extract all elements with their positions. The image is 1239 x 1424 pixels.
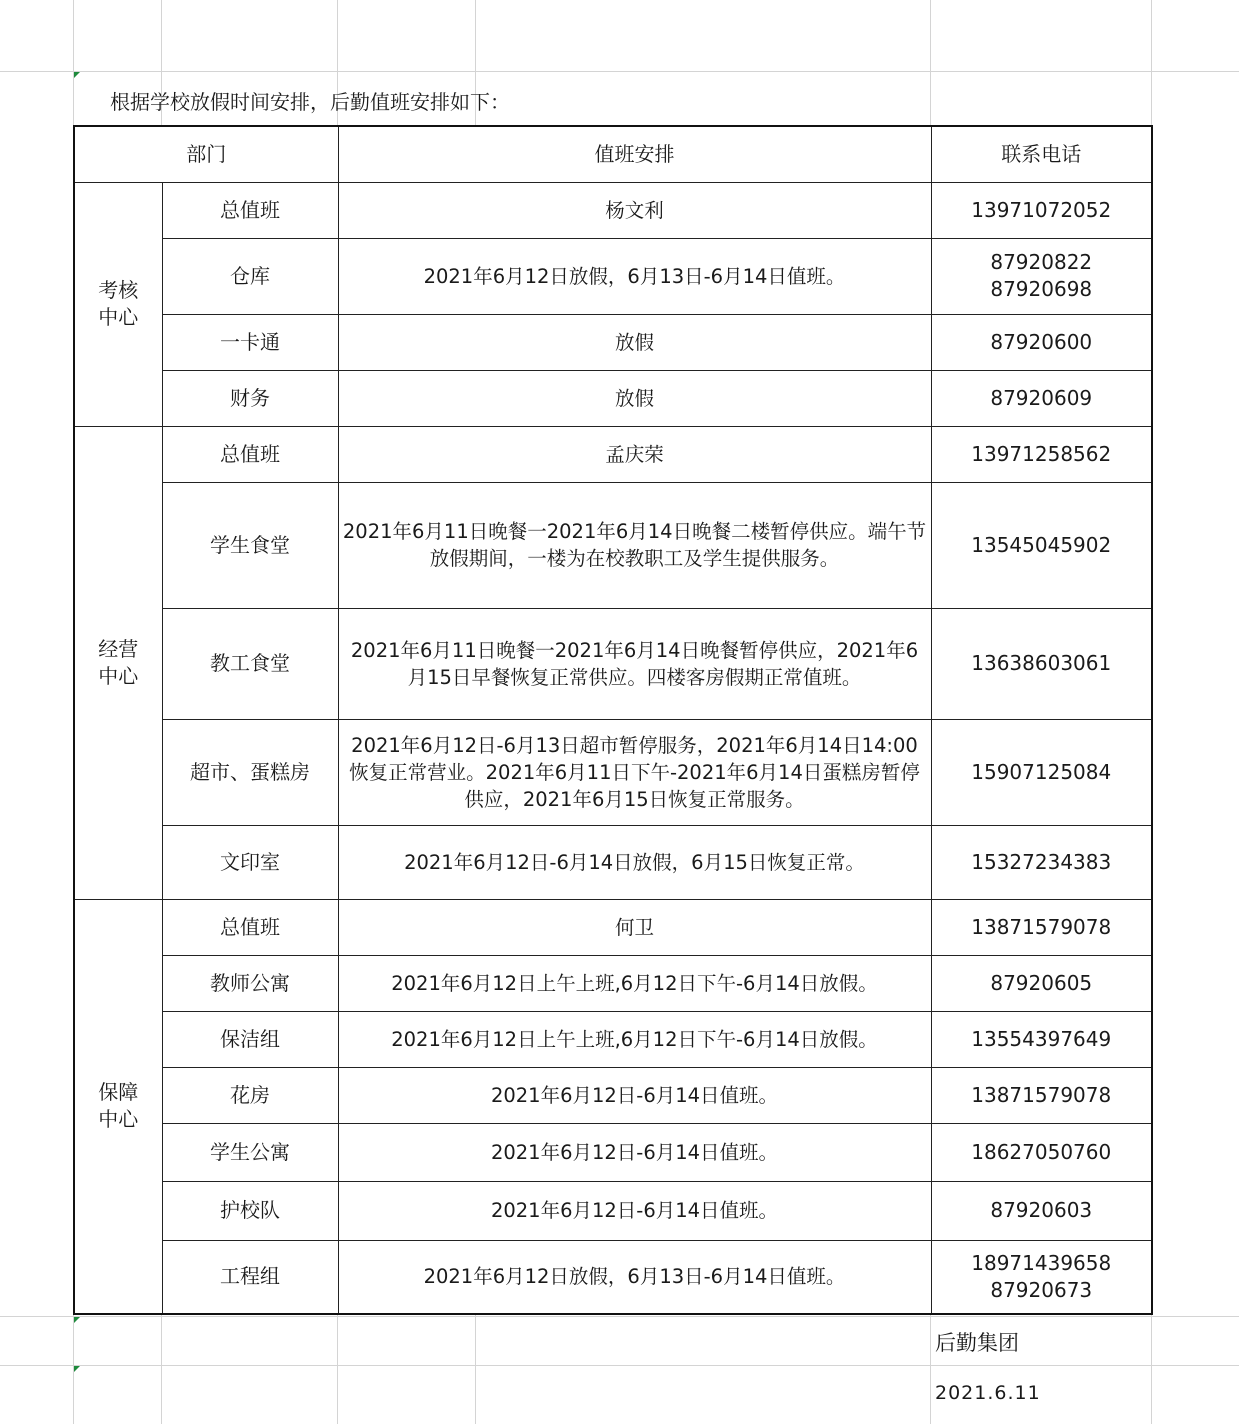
unit-cell[interactable]: 教师公寓 <box>162 955 338 1011</box>
table-row <box>74 426 1152 482</box>
phone-cell[interactable]: 13545045902 <box>931 482 1152 608</box>
schedule-cell[interactable]: 放假 <box>338 370 931 426</box>
header-department[interactable]: 部门 <box>74 126 338 182</box>
unit-cell[interactable]: 总值班 <box>162 899 338 955</box>
schedule-cell[interactable]: 2021年6月12日上午上班,6月12日下午-6月14日放假。 <box>338 955 931 1011</box>
schedule-cell[interactable]: 2021年6月11日晚餐一2021年6月14日晚餐二楼暂停供应。端午节放假期间，一楼为在校教职工及学生提供服务。 <box>338 482 931 608</box>
table-row <box>74 482 1152 608</box>
schedule-cell[interactable]: 2021年6月12日-6月14日放假，6月15日恢复正常。 <box>338 825 931 899</box>
table-row <box>74 608 1152 719</box>
phone-cell[interactable]: 87920605 <box>931 955 1152 1011</box>
header-phone[interactable]: 联系电话 <box>931 126 1152 182</box>
unit-cell[interactable]: 保洁组 <box>162 1011 338 1067</box>
unit-cell[interactable]: 总值班 <box>162 426 338 482</box>
unit-cell[interactable]: 总值班 <box>162 182 338 238</box>
unit-cell[interactable]: 仓库 <box>162 238 338 314</box>
table-row <box>74 238 1152 314</box>
unit-cell[interactable]: 学生食堂 <box>162 482 338 608</box>
phone-cell[interactable]: 13871579078 <box>931 1067 1152 1123</box>
schedule-cell[interactable]: 2021年6月11日晚餐一2021年6月14日晚餐暂停供应，2021年6月15日早餐恢复正常供应。四楼客房假期正常值班。 <box>338 608 931 719</box>
phone-cell[interactable]: 87920603 <box>931 1181 1152 1240</box>
phone-cell[interactable]: 18971439658 87920673 <box>931 1240 1152 1314</box>
schedule-cell[interactable]: 孟庆荣 <box>338 426 931 482</box>
schedule-cell[interactable]: 2021年6月12日放假，6月13日-6月14日值班。 <box>338 1240 931 1314</box>
intro-text: 根据学校放假时间安排，后勤值班安排如下： <box>110 90 510 114</box>
table-header-row <box>74 126 1152 182</box>
unit-cell[interactable]: 财务 <box>162 370 338 426</box>
unit-cell[interactable]: 学生公寓 <box>162 1123 338 1181</box>
footer-org: 后勤集团 <box>935 1331 1019 1355</box>
schedule-cell[interactable]: 何卫 <box>338 899 931 955</box>
table-row <box>74 1011 1152 1067</box>
cell-comment-marker <box>74 1366 80 1372</box>
schedule-cell[interactable]: 2021年6月12日-6月14日值班。 <box>338 1123 931 1181</box>
center-name-cell[interactable]: 保障 中心 <box>74 899 162 1314</box>
phone-cell[interactable]: 87920822 87920698 <box>931 238 1152 314</box>
unit-cell[interactable]: 花房 <box>162 1067 338 1123</box>
phone-cell[interactable]: 13871579078 <box>931 899 1152 955</box>
center-name-cell[interactable]: 经营 中心 <box>74 426 162 899</box>
schedule-cell[interactable]: 2021年6月12日-6月14日值班。 <box>338 1181 931 1240</box>
phone-cell[interactable]: 18627050760 <box>931 1123 1152 1181</box>
cell-comment-marker <box>74 1317 80 1323</box>
table-row <box>74 1067 1152 1123</box>
unit-cell[interactable]: 文印室 <box>162 825 338 899</box>
duty-schedule-table <box>73 125 1153 1315</box>
schedule-cell[interactable]: 2021年6月12日上午上班,6月12日下午-6月14日放假。 <box>338 1011 931 1067</box>
unit-cell[interactable]: 教工食堂 <box>162 608 338 719</box>
phone-cell[interactable]: 13638603061 <box>931 608 1152 719</box>
header-schedule[interactable]: 值班安排 <box>338 126 931 182</box>
schedule-cell[interactable]: 杨文利 <box>338 182 931 238</box>
table-row <box>74 825 1152 899</box>
table-row <box>74 719 1152 825</box>
center-name-cell[interactable]: 考核 中心 <box>74 182 162 426</box>
table-row <box>74 1181 1152 1240</box>
phone-cell[interactable]: 87920609 <box>931 370 1152 426</box>
table-row <box>74 899 1152 955</box>
table-row <box>74 955 1152 1011</box>
unit-cell[interactable]: 护校队 <box>162 1181 338 1240</box>
schedule-cell[interactable]: 2021年6月12日放假，6月13日-6月14日值班。 <box>338 238 931 314</box>
table-row <box>74 182 1152 238</box>
schedule-cell[interactable]: 放假 <box>338 314 931 370</box>
phone-cell[interactable]: 13971072052 <box>931 182 1152 238</box>
table-row <box>74 314 1152 370</box>
unit-cell[interactable]: 一卡通 <box>162 314 338 370</box>
phone-cell[interactable]: 13971258562 <box>931 426 1152 482</box>
phone-cell[interactable]: 15327234383 <box>931 825 1152 899</box>
unit-cell[interactable]: 工程组 <box>162 1240 338 1314</box>
cell-comment-marker <box>74 72 80 78</box>
table-row <box>74 1123 1152 1181</box>
phone-cell[interactable]: 87920600 <box>931 314 1152 370</box>
footer-date: 2021.6.11 <box>935 1382 1041 1404</box>
schedule-cell[interactable]: 2021年6月12日-6月14日值班。 <box>338 1067 931 1123</box>
schedule-cell[interactable]: 2021年6月12日-6月13日超市暂停服务，2021年6月14日14:00恢复正常营业。2021年6月11日下午-2021年6月14日蛋糕房暂停供应，2021年6月15日恢复正常服务。 <box>338 719 931 825</box>
table-row <box>74 1240 1152 1314</box>
unit-cell[interactable]: 超市、蛋糕房 <box>162 719 338 825</box>
phone-cell[interactable]: 13554397649 <box>931 1011 1152 1067</box>
phone-cell[interactable]: 15907125084 <box>931 719 1152 825</box>
table-row <box>74 370 1152 426</box>
